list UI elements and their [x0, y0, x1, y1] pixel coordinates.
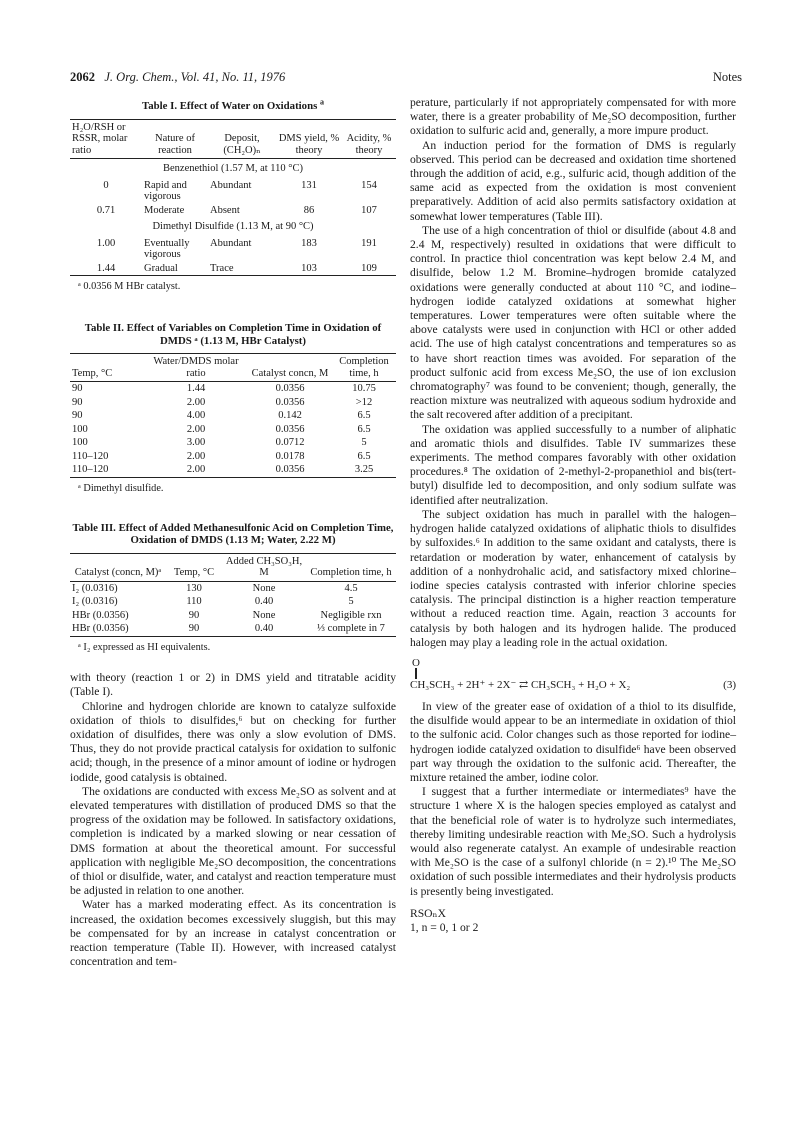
table-1-footnote: ᵃ 0.0356 M HBr catalyst. [78, 281, 181, 292]
cell: 0.0178 [275, 450, 305, 462]
t2-col-time: Completion time, h [332, 354, 396, 382]
cell: 0.0356 [275, 396, 305, 408]
t1-col-nature: Nature of reaction [142, 119, 208, 159]
t3-col-catalyst: Catalyst (concn, M)ᵃ [70, 553, 166, 581]
cell: 90 [188, 609, 200, 621]
cell: 1.00 [96, 237, 116, 249]
t1-section-title: Benzenethiol (1.57 M, at 110 °C) [163, 163, 303, 174]
table-row [70, 463, 396, 477]
table-row [70, 409, 396, 423]
paragraph: The oxidations are conducted with excess Me₂SO as solvent and at elevated temperatures with distillation of produced DMS so that the progress of the oxidation may be followed. In satisfactory oxidations, completion is indicated by a marked slowing or near cessation of DMS formation at about the theoretical amount. For successful application with negligible Me₂SO decomposition, the concentrations of thiol or disulfide, water, and catalyst and reaction temperature must be adjusted in relation to one another. [70, 784, 396, 898]
cell: Abundant [210, 179, 252, 191]
table-1-caption: Table I. Effect of Water on Oxidations $^a$ [142, 97, 324, 112]
paragraph: Chlorine and hydrogen chloride are known to catalyze sulfoxide oxidation of thiols to disulfides,⁶ but on checking for further oxidation of disulfides, there was only a slow evolution of DMS. Thus, they do not provide practical catalysis for oxidation to sulfonic acid; though, in the presence of a minor amount of iodine or hydrogen iodide, good catalysis is obtained. [70, 699, 396, 784]
table-3-caption: Table III. Effect of Added Methanesulfonic Acid on Completion Time, Oxidation of DMDS (1.13 M; Water, 2.22 M) [72, 521, 394, 547]
table-2-grid [70, 353, 396, 478]
cell: 103 [301, 262, 317, 274]
cell: 0.142 [278, 410, 302, 422]
cell: 0.40 [254, 596, 274, 608]
reaction-equation: CH₃SCH₃ + 2H⁺ + 2X⁻ ⇄ CH₃SCH₃ + H₂O + X₂ [410, 678, 631, 691]
cell: Moderate [144, 204, 185, 216]
table-row [70, 204, 396, 218]
cell: 110–120 [72, 450, 109, 462]
cell: 0.0356 [275, 464, 305, 476]
cell: I₂ (0.0316) [72, 582, 118, 594]
t3-col-acid: Added CH₃SO₃H, M [222, 553, 306, 581]
cell: ⅓ complete in 7 [317, 623, 385, 635]
table-3-grid [70, 553, 396, 637]
page-number: 2062 [70, 70, 95, 84]
cell: 130 [186, 582, 202, 594]
cell: 2.00 [186, 464, 206, 476]
journal-citation: J. Org. Chem., Vol. 41, No. 11, 1976 [104, 70, 286, 84]
cell: 86 [303, 204, 315, 216]
t1-col-deposit: Deposit, (CH₂O)ₙ [208, 119, 276, 159]
cell: 2.00 [186, 396, 206, 408]
cell: 90 [72, 383, 83, 395]
cell: 0.71 [96, 204, 116, 216]
paragraph: In view of the greater ease of oxidation of a thiol to its disulfide, the disulfide would appear to be an intermediate in oxidation of thiol to the sulfonic acid. Color changes such as those reported for iodine–hydrogen iodide catalyzed oxidation to disulfide⁶ have been observed part way through the oxidation to the sulfonic acid. Thereafter, the mixture retained the amber, iodine color. [410, 699, 736, 784]
cell: 131 [301, 179, 317, 191]
t2-col-catalyst: Catalyst concn, M [248, 354, 332, 382]
left-body-text [70, 671, 396, 969]
cell: Rapid and vigorous [144, 179, 187, 202]
cell: 0.0356 [275, 383, 305, 395]
table-1-grid [70, 119, 396, 277]
cell: Absent [210, 204, 240, 216]
table-2 [70, 322, 396, 496]
cell: 0.40 [254, 623, 274, 635]
cell: Gradual [144, 262, 178, 274]
cell: 90 [188, 623, 200, 635]
cell: 0.0712 [275, 437, 305, 449]
table-row [70, 396, 396, 410]
paragraph: with theory (reaction 1 or 2) in DMS yield and titratable acidity (Table I). [70, 671, 396, 699]
reaction-3 [410, 656, 736, 692]
cell: Eventually vigorous [144, 237, 190, 260]
cell: 1.44 [96, 262, 116, 274]
table-row [70, 581, 396, 595]
structure-1-formula: RSOₙX [410, 906, 446, 920]
cell: 4.00 [186, 410, 206, 422]
paragraph: The use of a high concentration of thiol or disulfide (about 4.8 and 2.4 M, respectively) resulted in oxidations that were difficult to control. In practice thiol concentration was kept below 2.4 M, and disulfide, below 1.2 M. Bromine–hydrogen bromide catalyzed oxidations were generally conducted at about 110 °C, and iodine–hydrogen iodide catalyzed oxidations at somewhat higher temperatures. Lower temperatures were often suitable where the above catalysts were used in conjunction with HCl or other added acid. The use of high catalyst concentrations and temperatures so as to have short reaction times was avoided. For separation of the product sulfonic acid from excess Me₂SO, the use of ion exclusion chromatography⁷ was found to be convenient; though, generally, the reaction mixture was neutralized with aqueous sodium hydroxide and the salt recovered after addition of a precipitant. [410, 223, 736, 422]
cell: 154 [361, 179, 377, 191]
cell: Negligible rxn [320, 609, 382, 621]
cell: I₂ (0.0316) [72, 596, 118, 608]
cell: 110–120 [72, 464, 109, 476]
table-row [70, 262, 396, 276]
cell: >12 [355, 396, 373, 408]
table-3-footnote: ᵃ I₂ expressed as HI equivalents. [78, 641, 211, 653]
paragraph: Water has a marked moderating effect. As its concentration is increased, the oxidation becomes excessively sluggish, but this may be compensated for by an increase in catalyst concentration or reaction temperature (Table II). However, with increased catalyst concentration and tem- [70, 898, 396, 969]
reaction-oxygen: O [412, 656, 420, 669]
cell: 109 [361, 262, 377, 274]
cell: 100 [72, 423, 88, 435]
cell: 6.5 [357, 450, 371, 462]
table-row [70, 622, 396, 636]
cell: 5 [348, 596, 354, 608]
cell: None [252, 609, 276, 621]
cell: 2.00 [186, 450, 206, 462]
cell: 100 [72, 437, 88, 449]
cell: 0.0356 [275, 423, 305, 435]
table-2-caption: Table II. Effect of Variables on Completion Time in Oxidation of DMDS ᵃ (1.13 M, HBr Catalyst) [84, 322, 382, 347]
table-row [70, 382, 396, 396]
cell: 6.5 [357, 423, 371, 435]
cell: 110 [186, 596, 202, 608]
cell: 4.5 [344, 582, 358, 594]
paragraph: An induction period for the formation of DMS is regularly observed. This period can be decreased and oxidation time shortened through the addition of acid, e.g., sulfuric acid, though addition of the same acid as expected from the oxidation is most convenient preparatively. Addition of acid also permits satisfactory oxidation at somewhat lower temperatures (Table III). [410, 138, 736, 223]
section-label: Notes [712, 70, 742, 84]
cell: 10.75 [352, 383, 376, 395]
header-left [70, 70, 285, 85]
paragraph: The subject oxidation has much in parallel with the halogen–hydrogen halide catalyzed oxidations of aliphatic thiols to disulfides by sulfoxides.⁶ In addition to the same oxidant and catalysts, there is retardation or moderation by water, enhancement of catalysis by addition of a nonhydrohalic acid, and satisfactory mixed chlorine–iodine species catalysis contrasted with inferior chlorine species catalysis. The principal distinction is a higher reaction temperature without a reduced reaction time. Again, reaction 3 accounts for catalysis by both halogen and its hydrogen halide. The produced halogen may play a leading role in the actual oxidation. [410, 507, 736, 649]
cell: HBr (0.0356) [72, 609, 129, 621]
paragraph: I suggest that a further intermediate or intermediates⁹ have the structure 1 where X is the halogen species employed as catalyst and that the beneficial role of water is to hydrolyze such intermediates, thereby limiting undesirable reaction with Me₂SO. Such a hydrolysis would also regenerate catalyst. An example of undesirable reaction with Me₂SO is the case of a sulfonyl chloride (n = 2).¹⁰ The Me₂SO oxidation of such possible intermediates and their hydrolysis products is presently being investigated. [410, 785, 736, 898]
cell: 3.00 [186, 437, 206, 449]
cell: 90 [72, 396, 83, 408]
cell: 90 [72, 410, 83, 422]
cell: HBr (0.0356) [72, 623, 129, 635]
t3-col-time: Completion time, h [306, 553, 396, 581]
t1-col-dms: DMS yield, % theory [276, 119, 342, 159]
right-column [410, 96, 736, 935]
cell: 3.25 [354, 464, 374, 476]
table-row [70, 450, 396, 464]
cell: 2.00 [186, 423, 206, 435]
cell: 0 [103, 179, 109, 191]
table-row [70, 436, 396, 450]
table-row [70, 423, 396, 437]
cell: 191 [361, 237, 377, 249]
cell: 1.44 [186, 383, 206, 395]
cell: 6.5 [357, 410, 371, 422]
paragraph: The oxidation was applied successfully to a number of aliphatic and aromatic thiols and disulfides. Table IV summarizes these experiments. The method compares favorably with other oxidation procedures.⁸ The oxidation of 2-methyl-2-propanethiol and bis(tert-butyl) disulfide led to decomposition, and only sodium sulfate was identified after neutralization. [410, 422, 736, 507]
table-2-footnote: ᵃ Dimethyl disulfide. [78, 482, 164, 494]
table-row [70, 179, 396, 204]
structure-1-label: 1, n = 0, 1 or 2 [410, 920, 479, 934]
t2-col-temp: Temp, °C [70, 354, 144, 382]
cell: 5 [361, 437, 367, 449]
cell: Trace [210, 262, 234, 274]
t1-col-ratio: H₂O/RSH or RSSR, molar ratio [70, 119, 142, 159]
reaction-number: (3) [723, 678, 736, 691]
table-3 [70, 522, 396, 655]
t1-col-acidity: Acidity, % theory [342, 119, 396, 159]
table-row [70, 595, 396, 609]
t2-col-ratio: Water/DMDS molar ratio [144, 354, 248, 382]
table-row [70, 237, 396, 262]
table-1 [70, 97, 396, 294]
paragraph: perature, particularly if not appropriately compensated for with more water, there is a greater probability of Me₂SO decomposition, further oxidation to sulfuric acid and, generally, a more impure product. [410, 96, 736, 138]
left-column [70, 96, 396, 969]
t1-section-title: Dimethyl Disulfide (1.13 M, at 90 °C) [152, 221, 314, 232]
cell: 183 [301, 237, 317, 249]
table-row [70, 609, 396, 623]
t3-col-temp: Temp, °C [166, 553, 222, 581]
cell: 107 [361, 204, 377, 216]
cell: None [252, 582, 276, 594]
cell: Abundant [210, 237, 252, 249]
